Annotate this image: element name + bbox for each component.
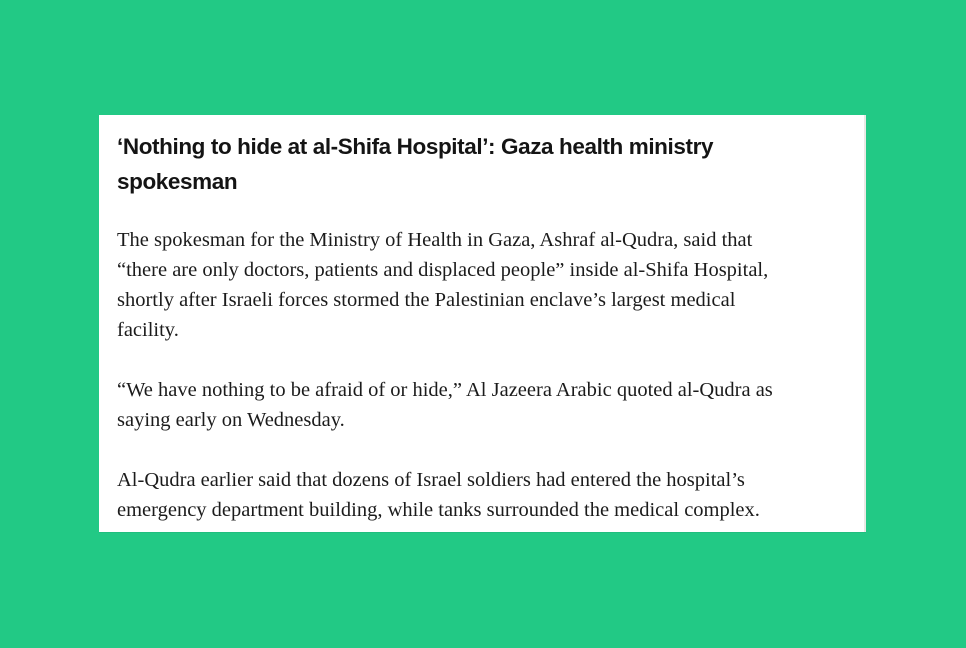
headline-line: spokesman xyxy=(117,169,238,194)
paragraph-line: emergency department building, while tanks surrounded the medical complex. xyxy=(117,499,760,521)
article-headline xyxy=(117,129,844,199)
paragraph-line: Al-Qudra earlier said that dozens of Israel soldiers had entered the hospital’s xyxy=(117,469,745,491)
article-paragraph xyxy=(117,465,844,525)
paragraph-line: facility. xyxy=(117,319,179,341)
article-paragraph xyxy=(117,225,844,345)
paragraph-line: saying early on Wednesday. xyxy=(117,409,345,431)
paragraph-line: “there are only doctors, patients and displaced people” inside al-Shifa Hospital, xyxy=(117,259,769,281)
headline-line: ‘Nothing to hide at al-Shifa Hospital’: Gaza health ministry xyxy=(117,134,714,159)
article-card xyxy=(99,115,866,532)
paragraph-line: The spokesman for the Ministry of Health in Gaza, Ashraf al-Qudra, said that xyxy=(117,229,753,251)
article-paragraph xyxy=(117,375,844,435)
paragraph-line: “We have nothing to be afraid of or hide,” Al Jazeera Arabic quoted al-Qudra as xyxy=(117,379,773,401)
paragraph-line: shortly after Israeli forces stormed the Palestinian enclave’s largest medical xyxy=(117,289,736,311)
